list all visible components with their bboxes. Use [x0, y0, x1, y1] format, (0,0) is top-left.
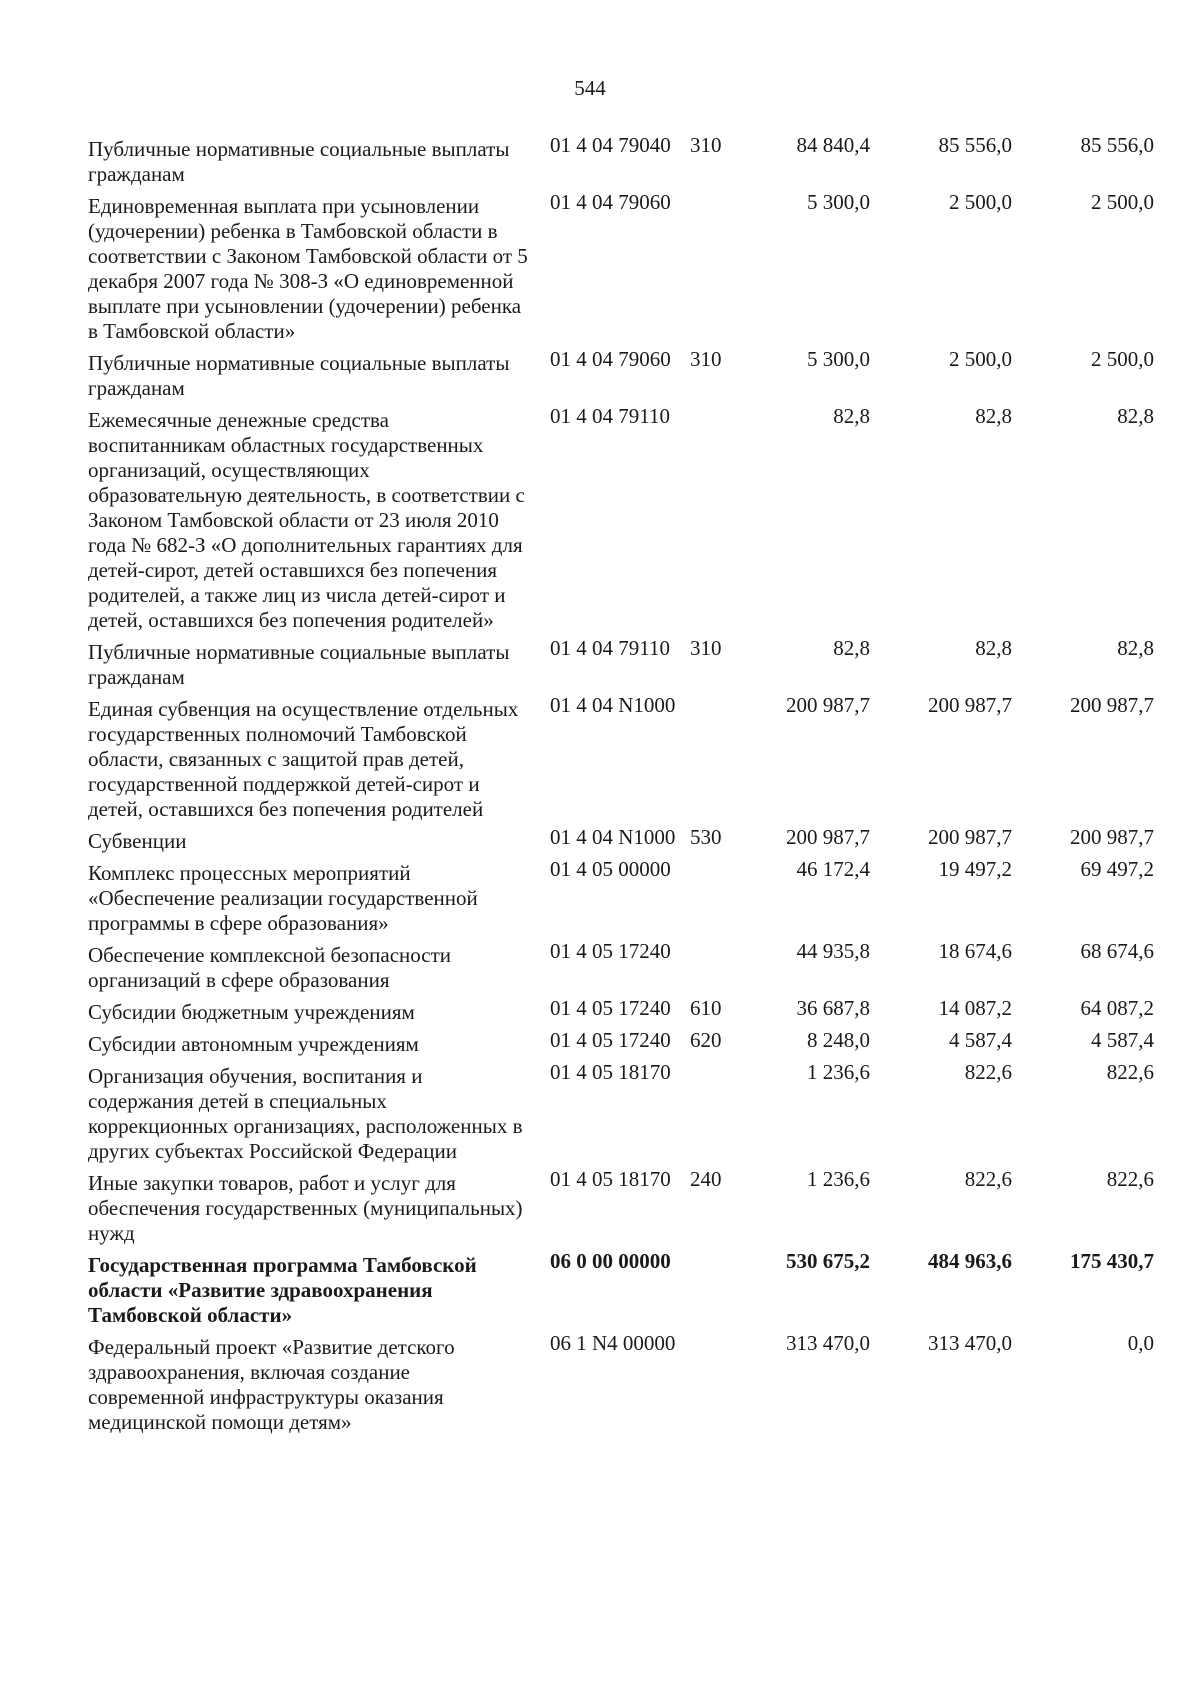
row-name: Субсидии бюджетным учреждениям [88, 1000, 415, 1024]
row-value-3: 69 497,2 [1080, 857, 1154, 881]
row-value-3: 68 674,6 [1080, 939, 1154, 963]
table-row [88, 133, 1168, 187]
row-code: 01 4 04 79110 [550, 636, 670, 660]
row-code: 01 4 04 79110 [550, 404, 670, 428]
row-value-3: 822,6 [1106, 1167, 1154, 1191]
row-value-3: 82,8 [1117, 404, 1154, 428]
row-value-1: 82,8 [833, 636, 870, 660]
table-row [88, 1167, 1168, 1246]
row-expense-type: 240 [690, 1167, 722, 1191]
row-value-3: 2 500,0 [1091, 190, 1154, 214]
row-name: Ежемесячные денежные средства воспитанникам областных государственных организаций, осуществляющих образовательную деятельность, в соответствии с Законом Тамбовской области от 23 июля 2010 года № 682-З «О дополнительных гарантиях для детей-сирот, детей оставшихся без попечения родителей, а также лиц из числа детей-сирот и детей, оставшихся без попечения родителей» [88, 408, 525, 632]
row-value-1: 1 236,6 [807, 1060, 870, 1084]
row-value-1: 1 236,6 [807, 1167, 870, 1191]
row-code: 01 4 05 00000 [550, 857, 671, 881]
row-expense-type: 310 [690, 347, 722, 371]
row-value-2: 82,8 [975, 636, 1012, 660]
row-name: Обеспечение комплексной безопасности организаций в сфере образования [88, 943, 452, 992]
row-value-1: 84 840,4 [796, 133, 870, 157]
row-value-1: 82,8 [833, 404, 870, 428]
row-value-2: 4 587,4 [949, 1028, 1012, 1052]
row-value-2: 82,8 [975, 404, 1012, 428]
row-code: 06 1 N4 00000 [550, 1331, 676, 1355]
row-value-2: 484 963,6 [928, 1249, 1012, 1273]
table-row [88, 404, 1168, 633]
row-value-2: 19 497,2 [938, 857, 1012, 881]
row-value-1: 530 675,2 [786, 1249, 870, 1273]
row-value-2: 14 087,2 [938, 996, 1012, 1020]
row-value-2: 200 987,7 [928, 825, 1012, 849]
row-name: Иные закупки товаров, работ и услуг для обеспечения государственных (муниципальных) нужд [88, 1171, 523, 1245]
table-row [88, 1060, 1168, 1164]
row-name: Публичные нормативные социальные выплаты гражданам [88, 137, 510, 186]
row-code: 01 4 04 N1000 [550, 693, 676, 717]
row-expense-type: 310 [690, 636, 722, 660]
table-row [88, 1028, 1168, 1057]
row-code: 06 0 00 00000 [550, 1249, 671, 1273]
row-value-3: 85 556,0 [1080, 133, 1154, 157]
row-code: 01 4 05 18170 [550, 1167, 671, 1191]
row-expense-type: 310 [690, 133, 722, 157]
row-value-3: 200 987,7 [1070, 693, 1154, 717]
row-name: Организация обучения, воспитания и содержания детей в специальных коррекционных организациях, расположенных в других субъектах Российской Федерации [88, 1064, 523, 1163]
row-code: 01 4 05 17240 [550, 996, 671, 1020]
row-name: Единовременная выплата при усыновлении (удочерении) ребенка в Тамбовской области в соответствии с Законом Тамбовской области от 5 декабря 2007 года № 308-З «О единовременной выплате при усыновлении (удочерении) ребенка в Тамбовской области» [88, 194, 528, 343]
row-expense-type: 620 [690, 1028, 722, 1052]
row-code: 01 4 05 18170 [550, 1060, 671, 1084]
row-name: Единая субвенция на осуществление отдельных государственных полномочий Тамбовской области, связанных с защитой прав детей, государственной поддержкой детей-сирот и детей, оставшихся без попечения родителей [88, 697, 519, 821]
row-value-2: 2 500,0 [949, 347, 1012, 371]
row-code: 01 4 05 17240 [550, 1028, 671, 1052]
row-value-3: 82,8 [1117, 636, 1154, 660]
row-value-2: 822,6 [964, 1167, 1012, 1191]
row-code: 01 4 04 79040 [550, 133, 671, 157]
table-row [88, 1331, 1168, 1435]
row-expense-type: 530 [690, 825, 722, 849]
budget-table [88, 133, 1168, 1442]
row-value-1: 8 248,0 [807, 1028, 870, 1052]
row-value-1: 5 300,0 [807, 347, 870, 371]
table-row [88, 693, 1168, 822]
row-value-1: 200 987,7 [786, 693, 870, 717]
row-value-1: 44 935,8 [796, 939, 870, 963]
row-name: Федеральный проект «Развитие детского здравоохранения, включая создание современной инфраструктуры оказания медицинской помощи детям» [88, 1335, 455, 1434]
row-name: Публичные нормативные социальные выплаты гражданам [88, 351, 510, 400]
row-value-2: 2 500,0 [949, 190, 1012, 214]
row-value-3: 0,0 [1127, 1331, 1154, 1355]
row-expense-type: 610 [690, 996, 722, 1020]
row-value-1: 36 687,8 [796, 996, 870, 1020]
row-name: Субвенции [88, 829, 187, 853]
row-value-3: 2 500,0 [1091, 347, 1154, 371]
row-name: Публичные нормативные социальные выплаты гражданам [88, 640, 510, 689]
page-number: 544 [574, 76, 606, 100]
row-value-1: 313 470,0 [786, 1331, 870, 1355]
row-name: Комплекс процессных мероприятий «Обеспечение реализации государственной программы в сфере образования» [88, 861, 478, 935]
row-value-1: 5 300,0 [807, 190, 870, 214]
row-value-2: 313 470,0 [928, 1331, 1012, 1355]
row-value-1: 46 172,4 [796, 857, 870, 881]
row-value-3: 64 087,2 [1080, 996, 1154, 1020]
row-value-1: 200 987,7 [786, 825, 870, 849]
row-code: 01 4 04 79060 [550, 190, 671, 214]
table-row [88, 939, 1168, 993]
row-code: 01 4 05 17240 [550, 939, 671, 963]
row-value-3: 200 987,7 [1070, 825, 1154, 849]
row-code: 01 4 04 79060 [550, 347, 671, 371]
row-value-2: 200 987,7 [928, 693, 1012, 717]
row-value-3: 175 430,7 [1070, 1249, 1154, 1273]
row-name: Субсидии автономным учреждениям [88, 1032, 419, 1056]
row-code: 01 4 04 N1000 [550, 825, 676, 849]
row-value-3: 822,6 [1106, 1060, 1154, 1084]
row-value-2: 85 556,0 [938, 133, 1012, 157]
table-row [88, 825, 1168, 854]
row-value-3: 4 587,4 [1091, 1028, 1154, 1052]
table-row [88, 190, 1168, 344]
row-value-2: 18 674,6 [938, 939, 1012, 963]
table-row [88, 857, 1168, 936]
row-value-2: 822,6 [964, 1060, 1012, 1084]
table-row [88, 1249, 1168, 1328]
table-row [88, 636, 1168, 690]
table-row [88, 996, 1168, 1025]
table-row [88, 347, 1168, 401]
row-name: Государственная программа Тамбовской области «Развитие здравоохранения Тамбовской области» [88, 1253, 477, 1327]
